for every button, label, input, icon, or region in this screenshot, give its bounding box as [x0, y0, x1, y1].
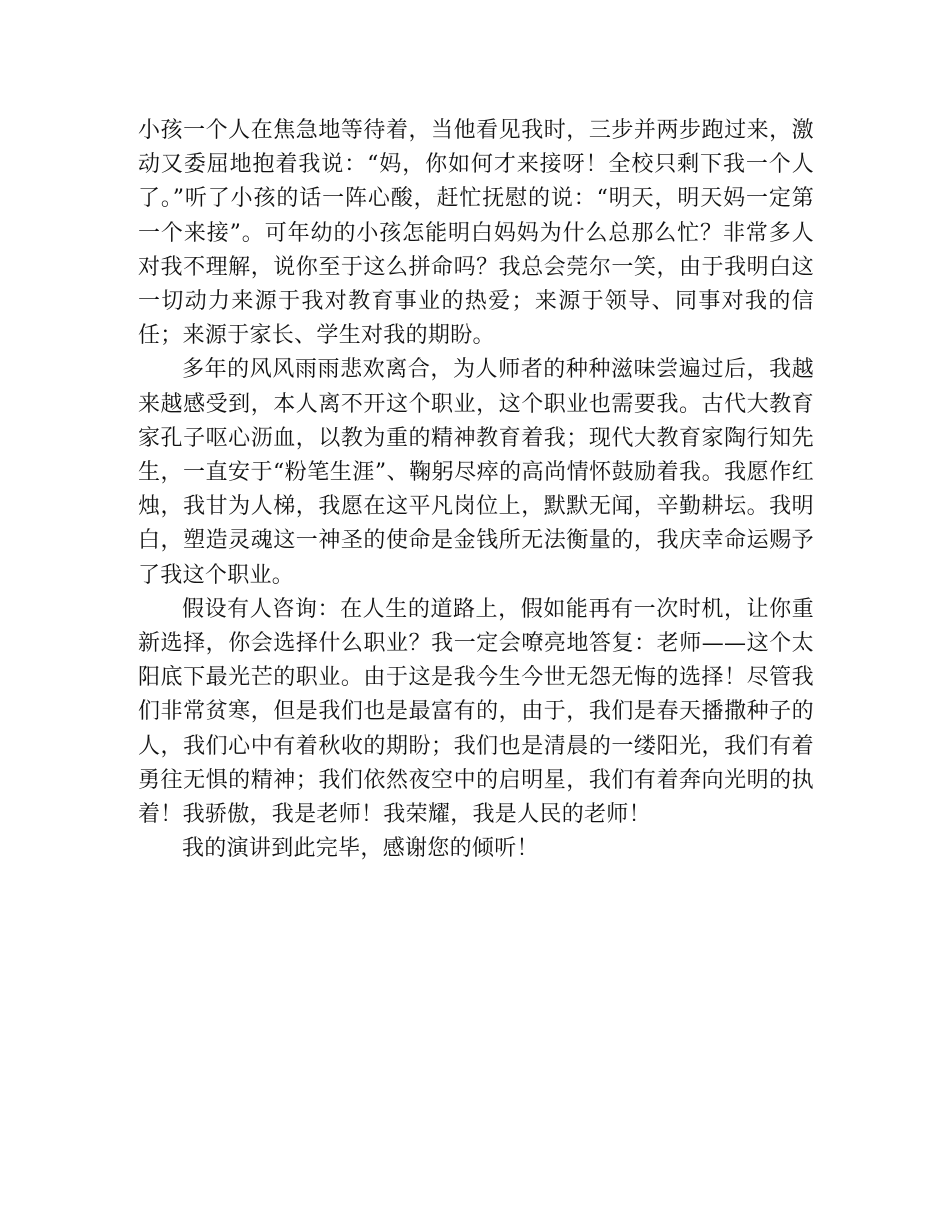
paragraph-career-choice: 假设有人咨询：在人生的道路上，假如能再有一次时机，让你重新选择，你会选择什么职业？我一定会嘹亮地答复：老师——这个太阳底下最光芒的职业。由于这是我今生今世无怨无悔的选择！尽管我们非常贫寒，但是我们也是最富有的，由于，我们是春天播撒种子的人，我们心中有着秋收的期盼；我们也是清晨的一缕阳光，我们有着勇往无惧的精神；我们依然夜空中的启明星，我们有着奔向光明的执着！我骄傲，我是老师！我荣耀，我是人民的老师！: [138, 596, 814, 828]
paragraph-continuation: 小孩一个人在焦急地等待着，当他看见我时，三步并两步跑过来，激动又委屈地抱着我说：“妈，你如何才来接呀！全校只剩下我一个人了。”听了小孩的话一阵心酸，赶忙抚慰的说：“明天，明天妈一定第一个来接”。可年幼的小孩怎能明白妈妈为什么总那么忙？非常多人对我不理解，说你至于这么拼命吗？我总会莞尔一笑，由于我明白这一切动力来源于我对教育事业的热爱；来源于领导、同事对我的信任；来源于家长、学生对我的期盼。: [138, 118, 814, 349]
document-page: [138, 114, 814, 866]
paragraph-career-reflection: 多年的风风雨雨悲欢离合，为人师者的种种滋味尝遍过后，我越来越感受到，本人离不开这个职业，这个职业也需要我。古代大教育家孔子呕心沥血，以教为重的精神教育着我；现代大教育家陶行知先生，一直安于“粉笔生涯”、鞠躬尽瘁的高尚情怀鼓励着我。我愿作红烛，我甘为人梯，我愿在这平凡岗位上，默默无闻，辛勤耕坛。我明白，塑造灵魂这一神圣的使命是金钱所无法衡量的，我庆幸命运赐予了我这个职业。: [138, 357, 814, 588]
paragraph-closing: 我的演讲到此完毕，感谢您的倾听！: [182, 836, 539, 862]
